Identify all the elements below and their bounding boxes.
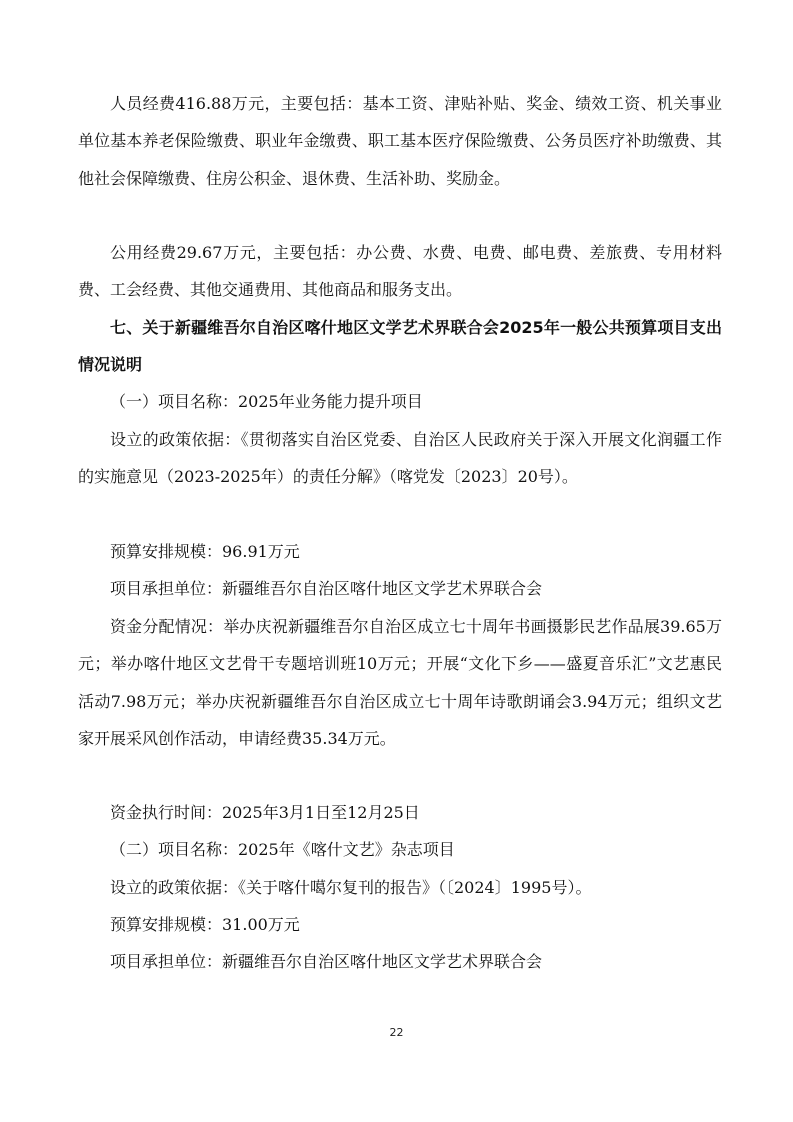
public-expenses-paragraph: 公用经费29.67万元，主要包括：办公费、水费、电费、邮电费、差旅费、专用材料费、工会经费、其他交通费用、其他商品和服务支出。	[78, 243, 722, 300]
section-heading: 七、关于新疆维吾尔自治区喀什地区文学艺术界联合会2025年一般公共预算项目支出情况说明	[78, 318, 722, 375]
project-two-policy-basis: 设立的政策依据：《关于喀什噶尔复刊的报告》（〔2024〕1995号）。	[110, 878, 592, 897]
project-two-budget-scale: 预算安排规模：31.00万元	[110, 915, 300, 934]
personnel-expenses-paragraph: 人员经费416.88万元，主要包括：基本工资、津贴补贴、奖金、绩效工资、机关事业单位基本养老保险缴费、职业年金缴费、职工基本医疗保险缴费、公务员医疗补助缴费、其他社会保障缴费、住房公积金、退休费、生活补助、奖励金。	[78, 94, 722, 188]
page-number: 22	[389, 1026, 404, 1039]
project-one-execution-time: 资金执行时间：2025年3月1日至12月25日	[110, 803, 420, 822]
project-one-budget-scale: 预算安排规模：96.91万元	[110, 542, 300, 561]
project-one-policy-basis: 设立的政策依据：《贯彻落实自治区党委、自治区人民政府关于深入开展文化润疆工作的实施意见（2023-2025年）的责任分解》（喀党发〔2023〕20号）。	[78, 430, 722, 487]
project-one-name: （一）项目名称：2025年业务能力提升项目	[110, 392, 423, 411]
project-one-fund-allocation: 资金分配情况：举办庆祝新疆维吾尔自治区成立七十周年书画摄影民艺作品展39.65万元；举办喀什地区文艺骨干专题培训班10万元；开展“文化下乡——盛夏音乐汇”文艺惠民活动7.98万元；举办庆祝新疆维吾尔自治区成立七十周年诗歌朗诵会3.94万元；组织文艺家开展采风创作活动，申请经费35.34万元。	[78, 617, 722, 749]
project-one-undertaking-unit: 项目承担单位：新疆维吾尔自治区喀什地区文学艺术界联合会	[110, 579, 543, 598]
project-two-undertaking-unit: 项目承担单位：新疆维吾尔自治区喀什地区文学艺术界联合会	[110, 952, 543, 971]
project-two-name: （二）项目名称：2025年《喀什文艺》杂志项目	[110, 840, 455, 859]
